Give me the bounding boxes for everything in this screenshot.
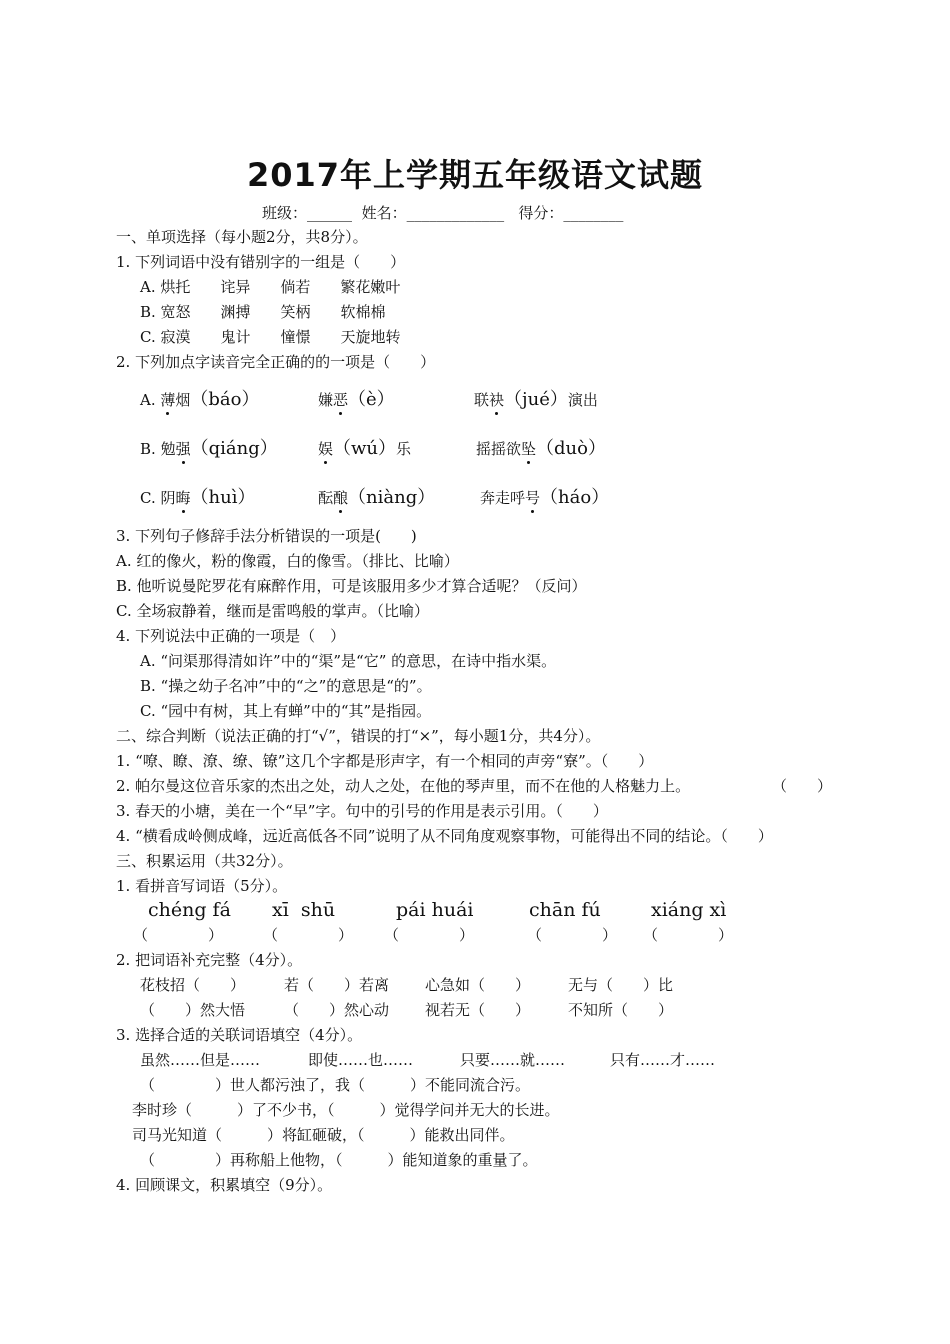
q1-option-b: B. 宽怒 渊搏 笑柄 软棉棉	[140, 303, 386, 321]
dotted-char: 恶	[333, 391, 349, 409]
section-1-heading: 一、单项选择（每小题2分，共8分）。	[116, 228, 368, 246]
q2-option-b1	[140, 439, 278, 459]
dotted-char: 号	[525, 489, 541, 507]
fill-sentence: （ ）再称船上他物，（ ）能知道象的重量了。	[140, 1151, 538, 1169]
pinyin: （huì）	[190, 487, 256, 508]
q4-stem: 4. 下列说法中正确的一项是（ ）	[116, 627, 346, 645]
dotted-char: 薄	[160, 391, 176, 409]
idiom-blank: 不知所（ ）	[568, 1001, 674, 1019]
pinyin: （báo）	[190, 389, 260, 410]
q2-option-b3	[476, 439, 606, 459]
pinyin: （wú）	[333, 438, 397, 459]
section-2-heading: 二、综合判断（说法正确的打“√”，错误的打“×”，每小题1分，共4分）。	[116, 727, 601, 745]
option-letter: C.	[140, 489, 161, 507]
pinyin-word: chéng fá	[148, 899, 231, 921]
conjunction-option: 只要……就……	[460, 1051, 566, 1069]
q2-option-c1	[140, 488, 255, 508]
dotted-char: 娱	[318, 440, 334, 458]
q1-stem: 1. 下列词语中没有错别字的一组是（ ）	[116, 253, 406, 271]
word-char: 勉	[160, 440, 176, 458]
dotted-char: 坠	[521, 440, 537, 458]
answer-blank[interactable]: （ ）	[384, 926, 475, 944]
score-blank: ________	[563, 204, 624, 222]
pinyin: （háo）	[540, 487, 610, 508]
pinyin: （niàng）	[348, 487, 436, 508]
q1-option-c: C. 寂漠 鬼计 憧憬 天旋地转	[140, 328, 401, 346]
student-info-line	[262, 202, 623, 223]
word-char: 酝	[318, 489, 334, 507]
conjunction-option: 虽然……但是……	[140, 1051, 261, 1069]
option-letter: B.	[140, 440, 161, 458]
idiom-blank: 视若无（ ）	[425, 1001, 531, 1019]
fill-sentence: （ ）世人都污浊了，我（ ）不能同流合污。	[140, 1076, 531, 1094]
q2-option-b2	[318, 439, 411, 459]
pinyin-word: pái huái	[396, 899, 474, 921]
s3-q4-stem: 4. 回顾课文，积累填空（9分）。	[116, 1176, 333, 1194]
dotted-char: 袂	[489, 391, 505, 409]
conjunction-option: 即使……也……	[308, 1051, 414, 1069]
word-char: 阴	[160, 489, 176, 507]
dotted-char: 晦	[175, 489, 191, 507]
q4-option-b: B. “操之幼子名冲”中的“之”的意思是“的”。	[140, 677, 432, 695]
q3-option-b: B. 他听说曼陀罗花有麻醉作用，可是该服用多少才算合适呢？（反问）	[116, 577, 587, 595]
q3-option-c: C. 全场寂静着，继而是雷鸣般的掌声。（比喻）	[116, 602, 429, 620]
pinyin-word: chān fú	[529, 899, 601, 921]
score-label: 得分：	[518, 204, 564, 222]
word-char: 烟	[175, 391, 191, 409]
name-label: 姓名：	[361, 204, 407, 222]
idiom-blank: 花枝招（ ）	[140, 976, 246, 994]
q3-stem: 3. 下列句子修辞手法分析错误的一项是( )	[116, 527, 417, 545]
q4-option-a: A. “问渠那得清如许”中的“渠”是“它” 的意思，在诗中指水渠。	[140, 652, 557, 670]
word-char: 奔走呼	[480, 489, 526, 507]
pinyin: （duò）	[536, 438, 606, 459]
dotted-char: 强	[175, 440, 191, 458]
judge-item-2-blank: （ ）	[772, 777, 833, 795]
word-suffix: 乐	[396, 440, 412, 458]
name-blank: _____________	[406, 204, 505, 222]
section-3-heading: 三、积累运用（共32分）。	[116, 852, 293, 870]
page-title: 2017年上学期五年级语文试题	[246, 156, 704, 194]
judge-item-1: 1. “嘹、瞭、潦、缭、镣”这几个字都是形声字，有一个相同的声旁“寮”。（ ）	[116, 752, 654, 770]
dotted-char: 酿	[333, 489, 349, 507]
word-char: 摇摇欲	[476, 440, 522, 458]
judge-item-3: 3. 春天的小塘，美在一个“早”字。句中的引号的作用是表示引用。（ ）	[116, 802, 608, 820]
s3-q2-stem: 2. 把词语补充完整（4分）。	[116, 951, 303, 969]
word-suffix: 演出	[567, 391, 598, 409]
fill-sentence: 司马光知道（ ）将缸砸破，（ ）能救出同伴。	[132, 1126, 515, 1144]
q2-option-c3	[480, 488, 609, 508]
answer-blank[interactable]: （ ）	[527, 926, 618, 944]
idiom-blank: 若（ ）若离	[284, 976, 390, 994]
idiom-blank: 无与（ ）比	[568, 976, 674, 994]
q2-stem: 2. 下列加点字读音完全正确的的一项是（ ）	[116, 353, 436, 371]
answer-blank[interactable]: （ ）	[643, 926, 734, 944]
class-blank: ______	[307, 204, 353, 222]
pinyin: （jué）	[504, 389, 568, 410]
class-label: 班级：	[262, 204, 308, 222]
word-char: 嫌	[318, 391, 334, 409]
answer-blank[interactable]: （ ）	[133, 926, 224, 944]
pinyin-word: xī shū	[272, 899, 336, 921]
conjunction-option: 只有……才……	[610, 1051, 716, 1069]
s3-q1-stem: 1. 看拼音写词语（5分）。	[116, 877, 288, 895]
idiom-blank: （ ）然心动	[284, 1001, 390, 1019]
q4-option-c: C. “园中有树，其上有蝉”中的“其”是指园。	[140, 702, 432, 720]
option-letter: A.	[140, 391, 161, 409]
fill-sentence: 李时珍（ ）了不少书，（ ）觉得学问并无大的长进。	[132, 1101, 560, 1119]
q3-option-a: A. 红的像火，粉的像霞，白的像雪。（排比、比喻）	[116, 552, 459, 570]
judge-item-2: 2. 帕尔曼这位音乐家的杰出之处，动人之处，在他的琴声里，而不在他的人格魅力上。	[116, 777, 691, 795]
pinyin: （qiáng）	[190, 438, 278, 459]
q2-option-a3	[474, 390, 598, 410]
idiom-blank: 心急如（ ）	[425, 976, 531, 994]
answer-blank[interactable]: （ ）	[263, 926, 354, 944]
word-char: 联	[474, 391, 490, 409]
q2-option-a2	[318, 390, 395, 410]
idiom-blank: （ ）然大悟	[140, 1001, 246, 1019]
pinyin: （è）	[348, 389, 395, 410]
s3-q3-stem: 3. 选择合适的关联词语填空（4分）。	[116, 1026, 363, 1044]
q2-option-c2	[318, 488, 435, 508]
judge-item-4: 4. “横看成岭侧成峰，远近高低各不同”说明了从不同角度观察事物，可能得出不同的结论。（ ）	[116, 827, 773, 845]
q1-option-a: A. 烘托 诧异 倘若 繁花嫩叶	[140, 278, 401, 296]
q2-option-a1	[140, 390, 260, 410]
pinyin-word: xiáng xì	[651, 899, 727, 921]
